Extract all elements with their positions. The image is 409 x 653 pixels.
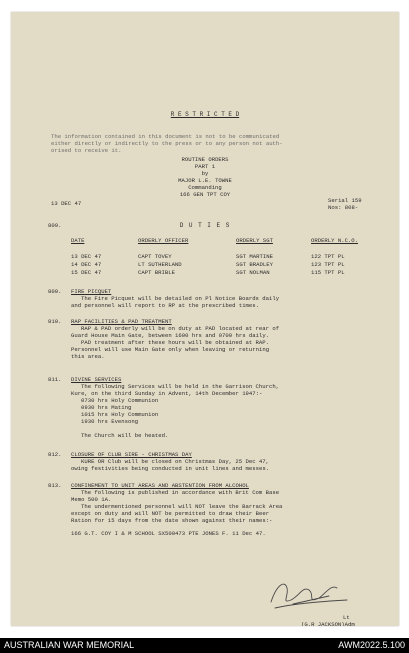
header-unit: 166 GEN TPT COY — [179, 191, 231, 198]
section-line: The following Services will be held in the Garrison Church, — [81, 383, 280, 390]
notice-line: orised to receive it. — [51, 147, 122, 154]
section-line: The following is published in accordance with Brit Com Base — [81, 489, 280, 496]
header-part: PART 1 — [194, 163, 216, 170]
section-line: 1930 hrs Evensong — [81, 418, 139, 425]
section-title: RAP FACILITIES & PAD TREATMENT — [71, 318, 172, 325]
section-title: FIRE PICQUET — [71, 288, 112, 295]
section-line: owing festivities being conducted in unit lines and messes. — [71, 465, 270, 472]
handwritten-signature — [263, 574, 353, 616]
section-line: The Fire Picquet will be detailed on Pl Notice Boards daily — [81, 295, 280, 302]
section-line: The undermentioned personnel will NOT leave the Barrack Area — [81, 503, 283, 510]
section-line: Memo 500 1A. — [71, 496, 112, 503]
footer-source: AUSTRALIAN WAR MEMORIAL — [4, 640, 135, 650]
header-role: Commanding — [188, 184, 222, 191]
section-number: 813. — [48, 482, 62, 489]
section-title: DIVINE SERVICES — [71, 376, 122, 383]
section-number: 810. — [48, 318, 62, 325]
section-line: 0930 hrs Mating — [81, 404, 132, 411]
section-title: CLOSURE OF CLUB SIRE - CHRISTMAS DAY — [71, 451, 192, 458]
duties-number: 809. — [48, 222, 62, 229]
section-line: KURE OR Club will be closed on Christmas Day, 25 Dec 47, — [81, 458, 269, 465]
duties-cell: 14 DEC 47 — [71, 261, 102, 268]
duties-cell: SGT BRADLEY — [236, 261, 273, 268]
notice-line: either directly or indirectly to the press or to any person not auth- — [51, 140, 283, 147]
duties-header-date: DATE — [71, 237, 85, 244]
header-nos: Nos: 808- — [328, 204, 359, 211]
duties-title: D U T I E S — [179, 222, 231, 229]
section-line: Ration for 15 days from the date shown against their names:- — [71, 517, 273, 524]
section-line: Guard House Main Gate, between 1600 hrs and 0700 hrs daily. — [71, 332, 270, 339]
duties-cell: CAPT BRIBLE — [138, 269, 175, 276]
signature-rank: Lt — [343, 614, 350, 621]
duties-cell: 123 TPT PL — [311, 261, 345, 268]
header-title: ROUTINE ORDERS — [181, 156, 229, 163]
duties-cell: 13 DEC 47 — [71, 253, 102, 260]
section-line: Kure, on the third Sunday in Advent, 14th December 1947:- — [71, 390, 263, 397]
section-line: 1015 hrs Holy Communion — [81, 411, 159, 418]
section-line: and personnel will report to RP at the prescribed times. — [71, 302, 259, 309]
classification: R E S T R I C T E D — [170, 111, 240, 118]
signature-name: (G.R JACKSON)Adm — [301, 621, 355, 626]
section-line: Personnel will use Main Gate only when leaving or returning — [71, 346, 270, 353]
section-line: 166 G.T. COY I & M SCHOOL SX500473 PTE JONES F. 11 Dec 47. — [71, 530, 266, 537]
header-officer: MAJOR L.E. TOWNE — [178, 177, 232, 184]
section-number: 812. — [48, 451, 62, 458]
section-number: 811. — [48, 376, 62, 383]
header-serial: Serial 159 — [328, 197, 362, 204]
footer-id: AWM2022.5.100 — [338, 640, 405, 650]
duties-header-sgt: ORDERLY SGT — [236, 237, 273, 244]
duties-cell: LT SUTHERLAND — [138, 261, 182, 268]
duties-cell: SGT MARTINE — [236, 253, 273, 260]
header-date: 13 DEC 47 — [51, 200, 82, 207]
duties-header-nco: ORDERLY N.C.O. — [311, 237, 358, 244]
duties-header-officer: ORDERLY OFFICER — [138, 237, 189, 244]
duties-cell: 122 TPT PL — [311, 253, 345, 260]
section-line: The Church will be heated. — [81, 432, 169, 439]
section-number: 809. — [48, 288, 62, 295]
section-line: 0730 hrs Holy Communion — [81, 397, 159, 404]
section-line: this area. — [71, 353, 105, 360]
duties-cell: SGT NOLMAN — [236, 269, 270, 276]
section-line: except on duty and will NOT be permitted to draw their Beer — [71, 510, 270, 517]
duties-cell: 115 TPT PL — [311, 269, 345, 276]
section-line: PAD treatment after these hours will be obtained at RAP. — [81, 339, 269, 346]
section-line: RAP & PAD orderly will be on duty at PAD located at rear of — [81, 325, 280, 332]
header-by: by — [201, 170, 209, 177]
footer-bar — [0, 638, 409, 653]
section-title: CONFINEMENT TO UNIT AREAS AND ABSTENTION FROM ALCOHOL — [71, 482, 249, 489]
notice-line: The information contained in this document is not to be communicated — [51, 133, 280, 140]
document-sheet — [11, 12, 399, 626]
duties-cell: CAPT TOVEY — [138, 253, 172, 260]
duties-cell: 15 DEC 47 — [71, 269, 102, 276]
